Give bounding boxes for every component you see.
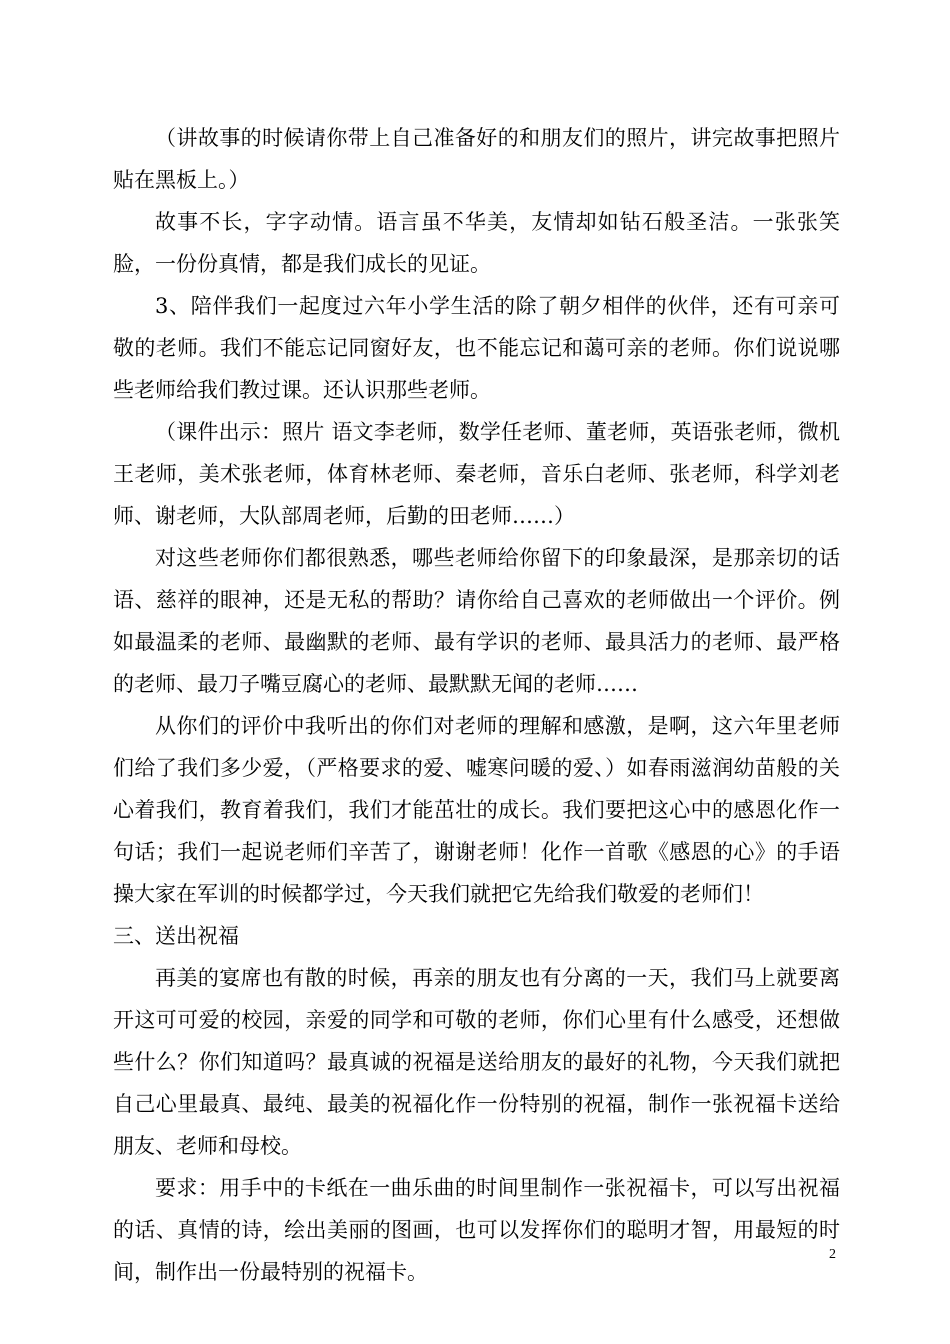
paragraph-teacher-evaluation: 对这些老师你们都很熟悉，哪些老师给你留下的印象最深，是那亲切的话语、慈祥的眼神，还是无私的帮助？请你给自己喜欢的老师做出一个评价。例如最温柔的老师、最幽默的老师、最有学识的老师、最具活力的老师、最严格的老师、最刀子嘴豆腐心的老师、最默默无闻的老师…… (113, 546, 840, 696)
page-number: 2 (829, 1247, 836, 1262)
paragraph-gratitude: 从你们的评价中我听出的你们对老师的理解和感激，是啊，这六年里老师们给了我们多少爱，（严格要求的爱、嘘寒问暖的爱、）如春雨滋润幼苗般的关心着我们，教育着我们，我们才能茁壮的成长。我们要把这心中的感恩化作一句话；我们一起说老师们辛苦了，谢谢老师！化作一首歌《感恩的心》的手语操大家在军训的时候都学过，今天我们就把它先给我们敬爱的老师们！ (113, 714, 840, 906)
paragraph-photo-instruction: （讲故事的时候请你带上自己准备好的和朋友们的照片，讲完故事把照片贴在黑板上。） (113, 126, 840, 192)
document-body (113, 117, 840, 1293)
paragraph-blessing-card-requirement: 要求：用手中的卡纸在一曲乐曲的时间里制作一张祝福卡，可以写出祝福的话、真情的诗，绘出美丽的图画，也可以发挥你们的聪明才智，用最短的时间，制作出一份最特别的祝福卡。 (113, 1176, 840, 1284)
paragraph-teachers-intro: 3、陪伴我们一起度过六年小学生活的除了朝夕相伴的伙伴，还有可亲可敬的老师。我们不能忘记同窗好友，也不能忘记和蔼可亲的老师。你们说说哪些老师给我们教过课。还认识那些老师。 (113, 294, 840, 402)
paragraph-story-reflection: 故事不长，字字动情。语言虽不华美，友情却如钻石般圣洁。一张张笑脸，一份份真情，都是我们成长的见证。 (113, 210, 840, 276)
paragraph-courseware-teachers: （课件出示：照片 语文李老师，数学任老师、董老师，英语张老师，微机王老师，美术张老师，体育林老师、秦老师，音乐白老师、张老师，科学刘老师、谢老师，大队部周老师，后勤的田老师……） (113, 420, 840, 528)
section-heading: 三、送出祝福 (113, 924, 239, 948)
paragraph-blessing-intro: 再美的宴席也有散的时候，再亲的朋友也有分离的一天，我们马上就要离开这可可爱的校园，亲爱的同学和可敬的老师，你们心里有什么感受，还想做些什么？你们知道吗？最真诚的祝福是送给朋友的最好的礼物，今天我们就把自己心里最真、最纯、最美的祝福化作一份特别的祝福，制作一张祝福卡送给朋友、老师和母校。 (113, 966, 840, 1158)
